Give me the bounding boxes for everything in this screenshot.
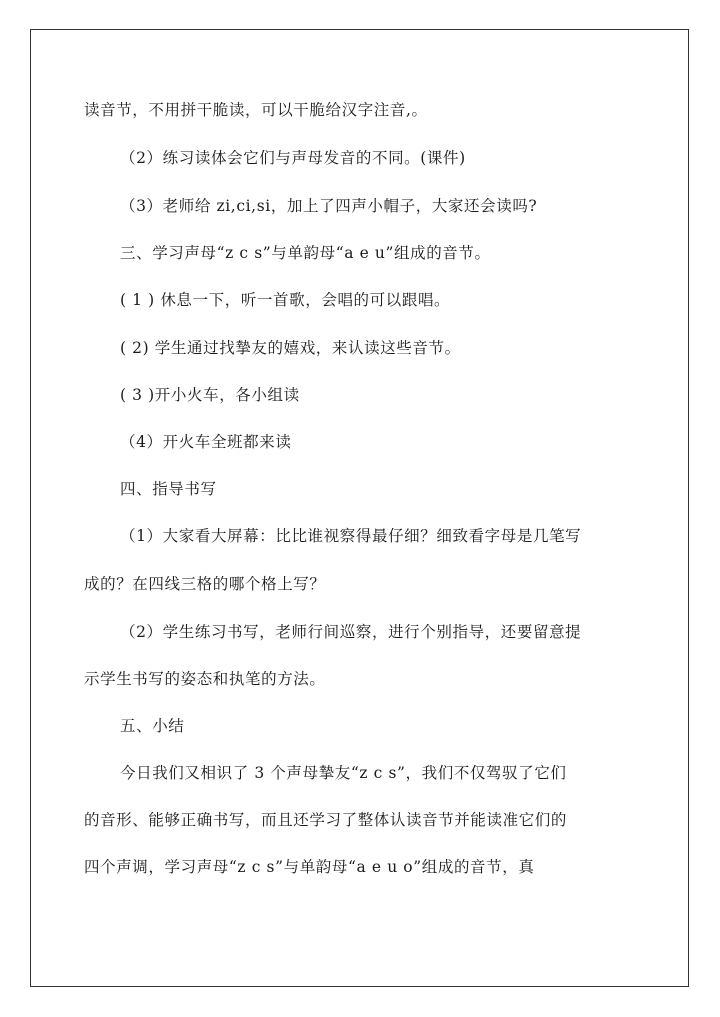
paragraph-line-6: ( 2) 学生通过找摯友的嬉戏，来认读这些音节。 (120, 339, 461, 357)
section-heading-5: 五、小结 (120, 717, 185, 735)
paragraph-line-8: （4）开火车全班都来读 (120, 433, 292, 451)
paragraph-line-5: ( 1 ) 休息一下，听一首歌，会唱的可以跟唱。 (120, 291, 451, 309)
paragraph-line-7: ( 3 )开小火车，各小组读 (120, 386, 300, 404)
paragraph-line-13: 示学生书写的姿态和执笔的方法。 (84, 670, 326, 688)
section-heading-3: 三、学习声母“z c s”与单韵母“a e u”组成的音节。 (120, 244, 491, 262)
paragraph-line-1: 读音节，不用拼干脆读，可以干脆给汉字注音,。 (84, 101, 428, 119)
paragraph-line-10: （1）大家看大屏幕：比比谁视察得最仔细？细致看字母是几笔写 (120, 527, 582, 545)
paragraph-line-3: （3）老师给 zi,ci,si，加上了四声小帽子，大家还会读吗? (120, 197, 538, 215)
paragraph-line-12: （2）学生练习书写，老师行间巡察，进行个别指导，还要留意提 (120, 623, 582, 641)
page-border (30, 29, 689, 987)
paragraph-line-15: 今日我们又相识了 3 个声母摯友“z c s”，我们不仅驾驭了它们 (120, 764, 567, 782)
paragraph-line-11: 成的？在四线三格的哪个格上写？ (84, 575, 326, 593)
paragraph-line-16: 的音形、能够正确书写，而且还学习了整体认读音节并能读准它们的 (84, 811, 568, 829)
section-heading-4: 四、指导书写 (120, 480, 217, 498)
paragraph-line-17: 四个声调，学习声母“z c s”与单韵母“a e u o”组成的音节，真 (84, 858, 535, 876)
paragraph-line-2: （2）练习读体会它们与声母发音的不同。(课件) (120, 149, 466, 167)
